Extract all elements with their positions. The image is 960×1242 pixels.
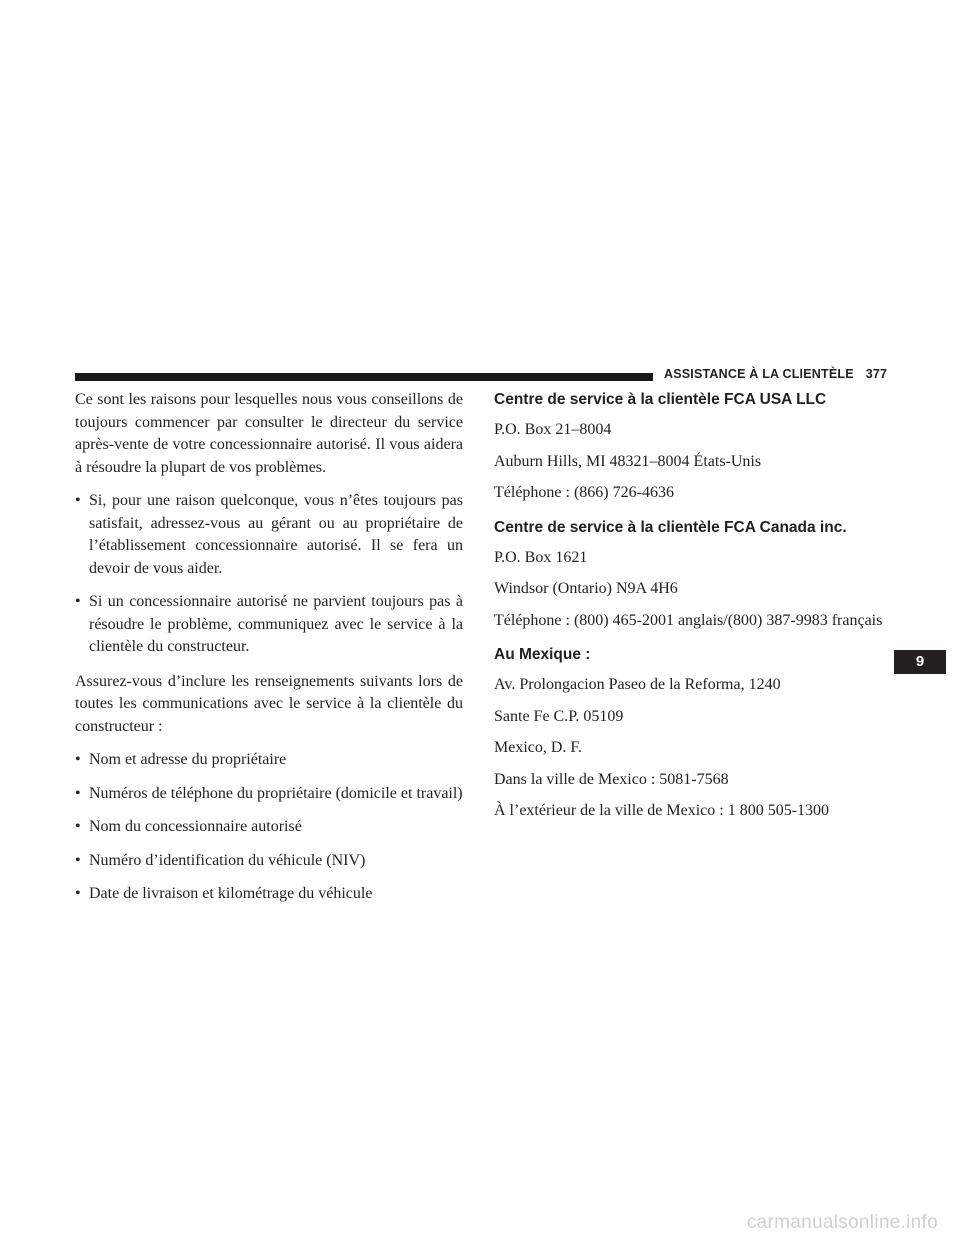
mexico-heading: Au Mexique : [494, 646, 591, 663]
canada-contact-section [494, 517, 894, 633]
right-column [494, 389, 894, 835]
bullet-icon: • [75, 784, 81, 802]
list-item-text: Date de livraison et kilométrage du véhicule [89, 885, 373, 902]
running-header [664, 367, 887, 381]
list-item [75, 783, 463, 806]
mexico-phone: Dans la ville de Mexico : 5081-7568 [494, 770, 729, 788]
canada-phone: Téléphone : (800) 465-2001 anglais/(800) 387-9983 français [494, 611, 883, 629]
list-item [75, 816, 463, 839]
mexico-phone: À l’extérieur de la ville de Mexico : 1 800 505-1300 [494, 802, 830, 819]
mexico-address-line: Av. Prolongacion Paseo de la Reforma, 1240 [494, 676, 781, 693]
chapter-tab: 9 [894, 650, 946, 674]
list-item [75, 850, 463, 873]
bullet-icon: • [75, 751, 81, 768]
info-paragraph: Assurez-vous d’inclure les renseignements suivants lors de toutes les communications avec le service à la clientèle du constructeur : [75, 672, 463, 735]
list-item-text: Si un concessionnaire autorisé ne parvient toujours pas à résoudre le problème, communiquez avec le service à la clientèle du constructeur. [89, 593, 463, 655]
list-item-text: Nom du concessionnaire autorisé [89, 818, 302, 835]
escalation-list [75, 490, 463, 659]
canada-address-line: Windsor (Ontario) N9A 4H6 [494, 580, 678, 597]
list-item-text: Nom et adresse du propriétaire [89, 751, 287, 768]
usa-phone: Téléphone : (866) 726-4636 [494, 484, 674, 501]
required-info-list [75, 749, 463, 906]
mexico-address-line: Sante Fe C.P. 05109 [494, 707, 624, 725]
page-number: 377 [865, 367, 888, 381]
usa-contact-section [494, 389, 894, 505]
list-item [75, 749, 463, 772]
list-item-text: Numéros de téléphone du propriétaire (domicile et travail) [89, 784, 463, 802]
list-item-text: Si, pour une raison quelconque, vous n’êtes toujours pas satisfait, adressez-vous au gérant ou au propriétaire de l’établissement concessionnaire autorisé. Il se fera un devoir de vous aider. [89, 492, 463, 577]
mexico-address-line: Mexico, D. F. [494, 739, 583, 756]
usa-heading: Centre de service à la clientèle FCA USA LLC [494, 391, 827, 408]
usa-address-line: P.O. Box 21–8004 [494, 421, 612, 438]
bullet-icon: • [75, 593, 81, 610]
list-item-text: Numéro d’identification du véhicule (NIV) [89, 851, 366, 869]
canada-heading: Centre de service à la clientèle FCA Canada inc. [494, 518, 847, 536]
canada-address-line: P.O. Box 1621 [494, 548, 588, 566]
header-rule [75, 373, 653, 381]
watermark: carmanualsonline.info [746, 1212, 938, 1233]
bullet-icon: • [75, 851, 81, 869]
section-title: ASSISTANCE À LA CLIENTÈLE [664, 367, 854, 381]
bullet-icon: • [75, 818, 81, 835]
list-item [75, 883, 463, 906]
intro-paragraph: Ce sont les raisons pour lesquelles nous vous conseillons de toujours commencer par consulter le directeur du service après-vente de votre concessionnaire autorisé. Il vous aidera à résoudre la plupart de vos problèmes. [75, 391, 463, 476]
left-column [75, 389, 463, 917]
mexico-contact-section [494, 644, 894, 823]
bullet-icon: • [75, 492, 81, 509]
bullet-icon: • [75, 885, 81, 902]
list-item [75, 490, 463, 580]
usa-address-line: Auburn Hills, MI 48321–8004 États-Unis [494, 452, 762, 470]
list-item [75, 591, 463, 659]
